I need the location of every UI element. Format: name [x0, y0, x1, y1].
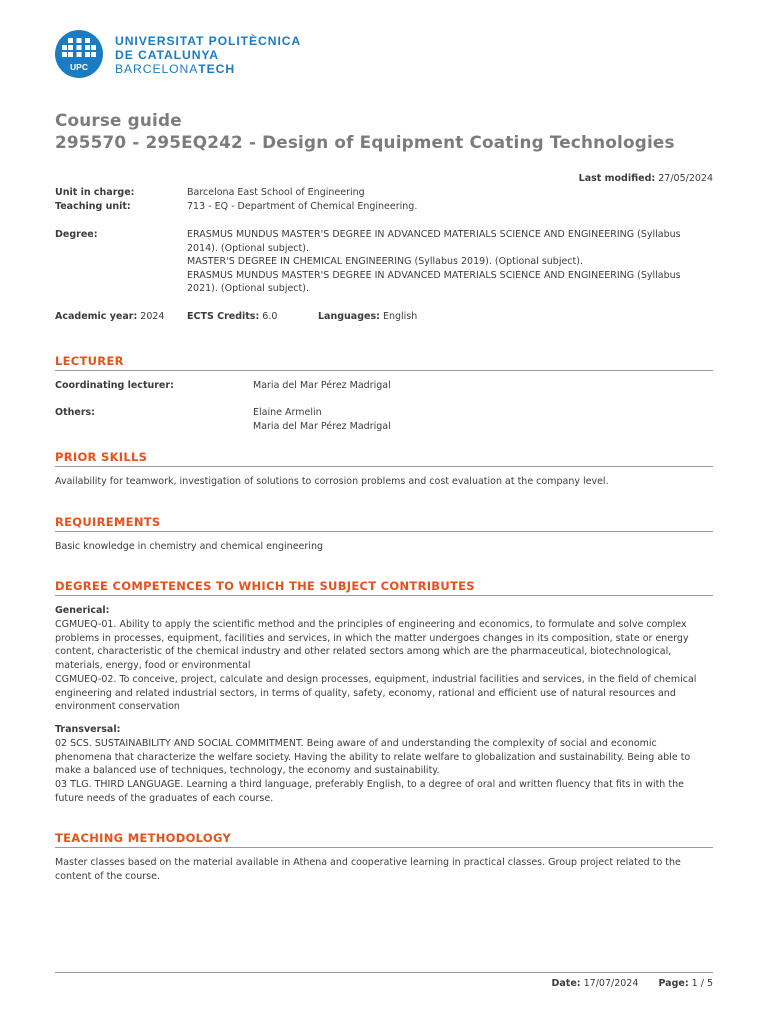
languages-label: Languages: [318, 311, 380, 322]
coordinating-lecturer-value: Maria del Mar Pérez Madrigal [253, 380, 391, 391]
languages [318, 310, 417, 324]
degree-line: ERASMUS MUNDUS MASTER'S DEGREE IN ADVANCED MATERIALS SCIENCE AND ENGINEERING (Syllabus [187, 269, 681, 281]
generical-line: problems in processes, equipment, facilities and services, in which the matter undergoes changes in its composition, state or energy [55, 632, 689, 644]
course-title: 295570 - 295EQ242 - Design of Equipment Coating Technologies [55, 132, 675, 152]
ects-credits [187, 310, 277, 324]
transversal-line: make a balanced use of techniques, technology, the economy and sustainability. [55, 765, 440, 777]
transversal-label: Transversal: [55, 724, 121, 735]
ects-label: ECTS Credits: [187, 311, 260, 322]
others-label: Others: [55, 407, 95, 418]
transversal-line: 02 SCS. SUSTAINABILITY AND SOCIAL COMMITMENT. Being aware of and understanding the complexity of social and economic [55, 738, 657, 749]
document-type-title: Course guide [55, 110, 182, 130]
coordinating-lecturer-label: Coordinating lecturer: [55, 380, 174, 391]
teaching-unit-label: Teaching unit: [55, 201, 131, 212]
generical-line: CGMUEQ-02. To conceive, project, calculate and design processes, equipment, industrial facilities and services, in the field of chemical [55, 673, 697, 685]
academic-year-value: 2024 [140, 311, 165, 322]
requirements-text: Basic knowledge in chemistry and chemical engineering [55, 541, 323, 552]
university-line3 [115, 62, 301, 76]
generical-line: content, characteristic of the chemical industry and other related sectors among which are the pharmaceutical, biotechnological, [55, 646, 672, 658]
methodology-line: content of the course. [55, 870, 160, 882]
transversal-line: 03 TLG. THIRD LANGUAGE. Learning a third language, preferably English, to a degree of oral and written fluency that fits in with the [55, 779, 684, 791]
university-line3-bold: TECH [198, 62, 236, 76]
transversal-line: phenomena that characterize the welfare society. Having the ability to relate welfare to globalization and sustainability. Being able to [55, 751, 691, 763]
university-line2: DE CATALUNYA [115, 48, 220, 62]
generical-line: CGMUEQ-01. Ability to apply the scientific method and the principles of engineering and economics, to formulate and solve complex [55, 619, 687, 630]
university-line3-light: BARCELONA [115, 62, 199, 76]
transversal-text [55, 737, 713, 806]
others-list [253, 406, 391, 433]
academic-year [55, 310, 164, 324]
generical-label: Generical: [55, 605, 110, 616]
teaching-unit-value: 713 - EQ - Department of Chemical Engineering. [187, 201, 418, 212]
methodology-line: Master classes based on the material available in Athena and cooperative learning in practical classes. Group project related to the [55, 857, 681, 868]
footer-divider [55, 972, 713, 973]
prior-skills-heading: PRIOR SKILLS [55, 450, 713, 467]
requirements-heading: REQUIREMENTS [55, 515, 713, 532]
degree-line: 2021). (Optional subject). [187, 283, 309, 294]
ects-value: 6.0 [262, 311, 278, 322]
languages-value: English [382, 311, 418, 322]
generical-line: materials, energy, food or environmental [55, 660, 251, 672]
last-modified [579, 172, 713, 186]
transversal-line: future needs of the graduates of each course. [55, 792, 274, 804]
generical-line: engineering and related industrial sectors, in terms of quality, safety, economy, rational and efficient use of natural resources and [55, 687, 676, 699]
degree-label: Degree: [55, 229, 98, 240]
methodology-heading: TEACHING METHODOLOGY [55, 831, 713, 848]
upc-logo-icon [55, 30, 103, 78]
prior-skills-text: Availability for teamwork, investigation of solutions to corrosion problems and cost evaluation at the company level. [55, 476, 609, 487]
academic-year-label: Academic year: [55, 311, 138, 322]
footer-date-value: 17/07/2024 [583, 978, 639, 989]
footer [552, 978, 714, 989]
degree-line: ERASMUS MUNDUS MASTER'S DEGREE IN ADVANCED MATERIALS SCIENCE AND ENGINEERING (Syllabus [187, 229, 681, 240]
footer-date-label: Date: [551, 978, 581, 989]
lecturer-heading: LECTURER [55, 354, 713, 371]
last-modified-label: Last modified: [578, 173, 656, 184]
other-lecturer: Elaine Armelin [253, 407, 322, 418]
footer-page-label: Page: [658, 978, 689, 989]
logo-badge-text: UPC [70, 62, 88, 72]
university-line1: UNIVERSITAT POLITÈCNICA [115, 34, 302, 48]
unit-label: Unit in charge: [55, 187, 135, 198]
last-modified-value: 27/05/2024 [658, 173, 713, 184]
other-lecturer: Maria del Mar Pérez Madrigal [253, 420, 391, 432]
competences-heading: DEGREE COMPETENCES TO WHICH THE SUBJECT CONTRIBUTES [55, 579, 713, 596]
university-name [115, 34, 301, 76]
unit-value: Barcelona East School of Engineering [187, 187, 365, 198]
degree-list [187, 228, 681, 296]
degree-line: 2014). (Optional subject). [187, 242, 309, 254]
footer-page-value: 1 / 5 [691, 978, 713, 989]
degree-line: MASTER'S DEGREE IN CHEMICAL ENGINEERING (Syllabus 2019). (Optional subject). [187, 256, 583, 267]
generical-line: environment conservation [55, 701, 180, 713]
generical-text [55, 618, 713, 714]
methodology-text [55, 856, 713, 883]
